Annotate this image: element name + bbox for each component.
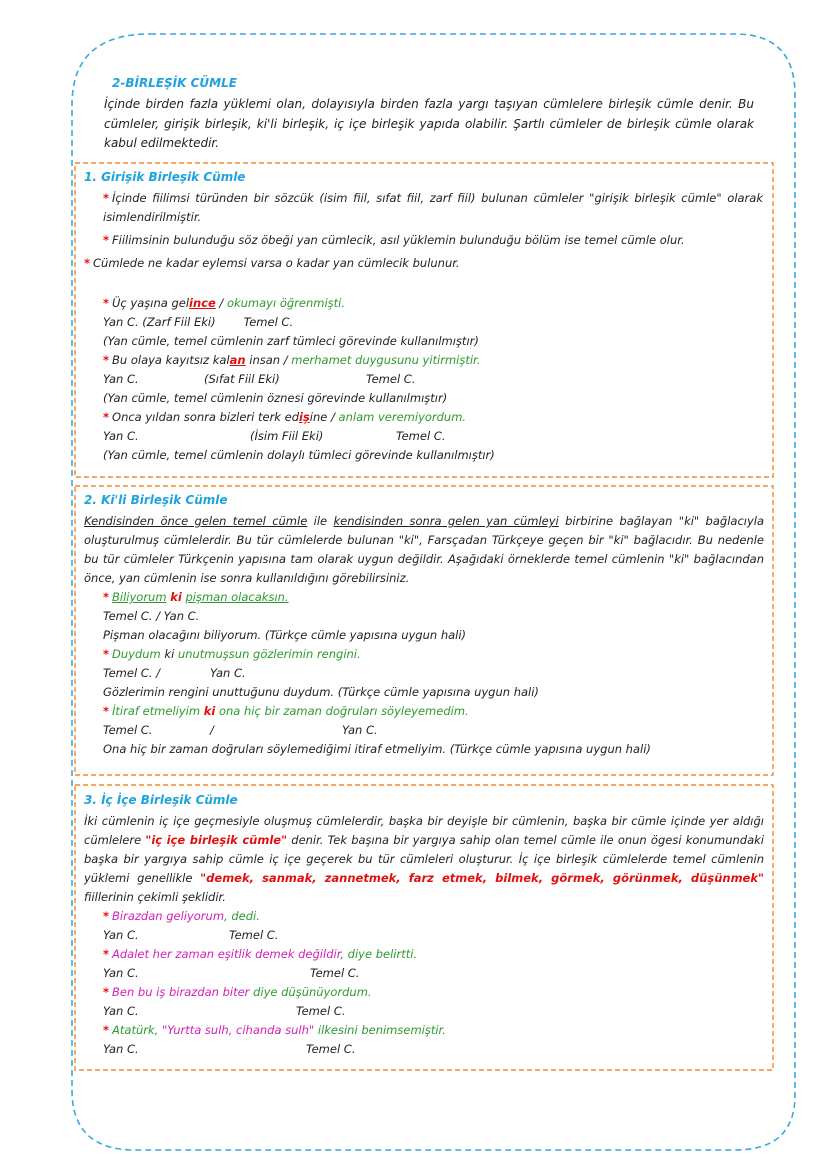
s1-example-3-note: (Yan cümle, temel cümlenin dolaylı tümleci görevinde kullanılmıştır) xyxy=(103,448,495,462)
s1-example-3: * Onca yıldan sonra bizleri terk edişine / anlam veremiyordum. xyxy=(103,410,467,424)
s1-example-3-label-2: (İsim Fiil Eki) xyxy=(250,429,324,443)
s1-example-2-label-1: Yan C. xyxy=(103,372,139,386)
s2-example-3-note: Ona hiç bir zaman doğruları söylemediğimi itiraf etmeliyim. (Türkçe cümle yapısına uygun hali) xyxy=(103,742,651,756)
s2-paragraph: Kendisinden önce gelen temel cümle ile kendisinden sonra gelen yan cümleyi birbirine bağlayan "ki" bağlacıyla oluşturulmuş cümlelerdir. Bu tür cümlelerde bulunan "ki", Farsçadan Türkçeye geçen bir "ki" bağlacıdır. Bu nedenle bu tür cümleler Türkçenin yapısına tam olarak uygun değildir. Aşağıdaki örneklerde temel cümlenin "ki" bağlacından önce, yan cümlenin ise sonra kullanıldığını görebilirsiniz. xyxy=(84,514,765,585)
s2-example-3: * İtiraf etmeliyim ki ona hiç bir zaman doğruları söyleyemedim. xyxy=(103,704,469,718)
s3-example-2: * Adalet her zaman eşitlik demek değildir, diye belirtti. xyxy=(103,947,418,961)
s2-example-1-labels: Temel C. / Yan C. xyxy=(103,609,200,623)
s3-example-3: * Ben bu iş birazdan biter diye düşünüyordum. xyxy=(103,985,372,999)
s1-example-3-label-3: Temel C. xyxy=(396,429,446,443)
s2-example-3-label-1: Temel C. xyxy=(103,723,153,737)
s2-example-1-note: Pişman olacağını biliyorum. (Türkçe cümle yapısına uygun hali) xyxy=(103,628,467,642)
s1-example-2-label-2: (Sıfat Fiil Eki) xyxy=(204,372,280,386)
s3-example-4-label-1: Yan C. xyxy=(103,1042,139,1056)
section-3-title: 3. İç İçe Birleşik Cümle xyxy=(84,793,238,807)
section-2-title: 2. Ki'li Birleşik Cümle xyxy=(84,493,228,507)
s3-example-1: * Birazdan geliyorum, dedi. xyxy=(103,909,260,923)
s2-example-2-note: Gözlerimin rengini unuttuğunu duydum. (Türkçe cümle yapısına uygun hali) xyxy=(103,685,539,699)
s3-example-2-label-2: Temel C. xyxy=(310,966,360,980)
s2-example-1: * Biliyorum ki pişman olacaksın. xyxy=(103,590,289,604)
s2-example-3-label-3: Yan C. xyxy=(342,723,378,737)
s2-example-2-label-1: Temel C. / xyxy=(103,666,161,680)
s1-bullet-3: * Cümlede ne kadar eylemsi varsa o kadar yan cümlecik bulunur. xyxy=(84,256,460,270)
section-1-title: 1. Girişik Birleşik Cümle xyxy=(84,170,246,184)
s1-example-3-label-1: Yan C. xyxy=(103,429,139,443)
s1-example-1-note: (Yan cümle, temel cümlenin zarf tümleci görevinde kullanılmıştır) xyxy=(103,334,479,348)
s3-example-4-label-2: Temel C. xyxy=(306,1042,356,1056)
s1-example-1: * Üç yaşına gelince / okumayı öğrenmişti. xyxy=(103,296,346,310)
s1-example-2-note: (Yan cümle, temel cümlenin öznesi görevinde kullanılmıştır) xyxy=(103,391,448,405)
s2-example-2-label-2: Yan C. xyxy=(210,666,246,680)
intro-title: 2-BİRLEŞİK CÜMLE xyxy=(112,76,237,90)
s1-bullet-2: * Fiilimsinin bulunduğu söz öbeği yan cümlecik, asıl yüklemin bulunduğu bölüm ise temel cümle olur. xyxy=(103,233,685,247)
s3-example-1-label-1: Yan C. xyxy=(103,928,139,942)
s1-example-2: * Bu olaya kayıtsız kalan insan / merhamet duygusunu yitirmiştir. xyxy=(103,353,481,367)
s2-example-3-label-2: / xyxy=(210,723,214,737)
s3-example-2-label-1: Yan C. xyxy=(103,966,139,980)
s1-bullet-1: * İçinde fiilimsi türünden bir sözcük (isim fiil, sıfat fiil, zarf fiil) bulunan cümleler "girişik birleşik cümle" olarak isimlendirilmiştir. xyxy=(103,191,763,224)
s3-example-4: * Atatürk, "Yurtta sulh, cihanda sulh" ilkesini benimsemiştir. xyxy=(103,1023,446,1037)
s1-example-2-label-3: Temel C. xyxy=(366,372,416,386)
intro-text: İçinde birden fazla yüklemi olan, dolayısıyla birden fazla yargı taşıyan cümlelere birleşik cümle denir. Bu cümleler, girişik birleşik, ki'li birleşik, iç içe birleşik yapıda olabilir. Şartlı cümleler de birleşik cümle olarak kabul edilmektedir. xyxy=(104,97,754,150)
s3-paragraph: İki cümlenin iç içe geçmesiyle oluşmuş cümlelerdir, başka bir deyişle bir cümlenin, başka bir cümle içinde yer aldığı cümlelere "iç içe birleşik cümle" denir. Tek başına bir yargıya sahip olan temel cümle ile onun ögesi konumundaki başka bir yargıya sahip cümle iç içe geçerek bu tür cümleleri oluşturur. İç içe birleşik cümlelerde temel cümlenin yüklemi genellikle "demek, sanmak, zannetmek, farz etmek, bilmek, görmek, görünmek, düşünmek" fiillerinin çekimli şeklidir. xyxy=(84,814,764,904)
s3-example-1-label-2: Temel C. xyxy=(229,928,279,942)
s3-example-3-label-2: Temel C. xyxy=(296,1004,346,1018)
s2-example-2: * Duydum ki unutmuşsun gözlerimin rengini. xyxy=(103,647,361,661)
s1-example-1-labels: Yan C. (Zarf Fiil Eki) Temel C. xyxy=(103,315,294,329)
s3-example-3-label-1: Yan C. xyxy=(103,1004,139,1018)
